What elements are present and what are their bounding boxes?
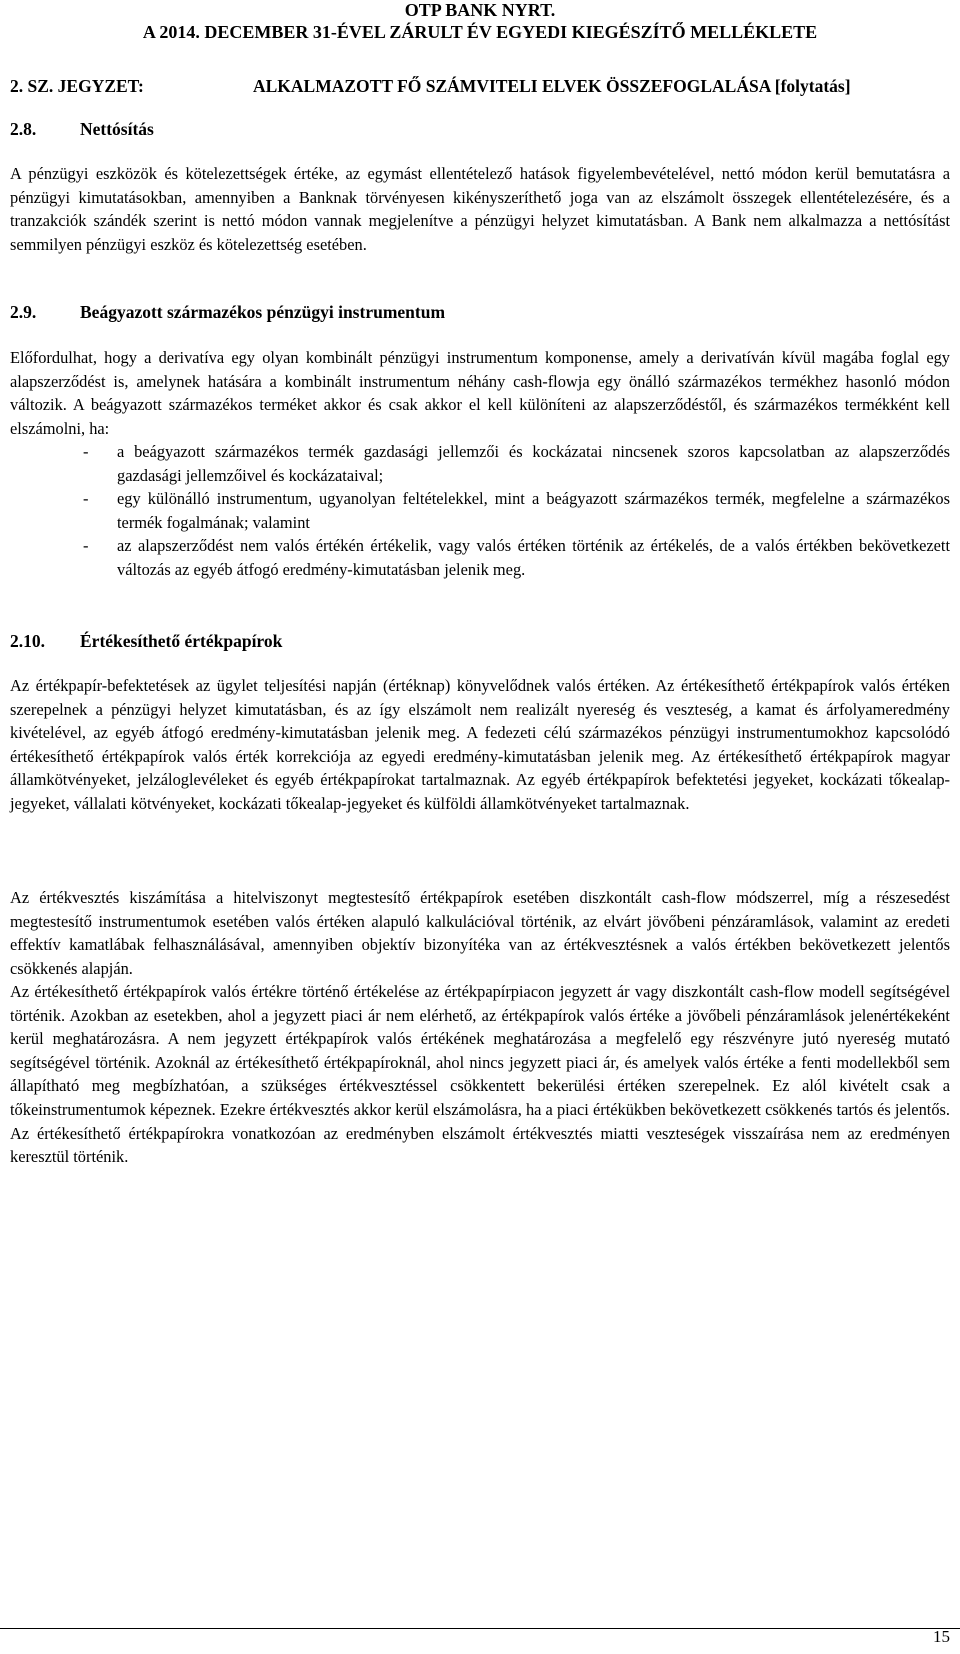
bullet-dash: -	[83, 489, 89, 509]
footer-divider	[0, 1628, 960, 1629]
section-number: 2.10.	[10, 631, 45, 651]
note-heading	[10, 74, 950, 98]
note-title: ALKALMAZOTT FŐ SZÁMVITELI ELVEK ÖSSZEFOGLALÁSA [folytatás]	[253, 76, 851, 96]
section-heading-2-9	[10, 300, 445, 324]
bullet-dash: -	[83, 536, 89, 556]
section-heading-2-8	[10, 117, 154, 141]
list-item-text: az alapszerződést nem valós értékén értékelik, vagy valós értéken történik az értékelés, de a valós értékben bekövetkezett változás az egyéb átfogó eredmény-kimutatásban jelenik meg.	[117, 536, 950, 579]
list-item	[10, 487, 950, 534]
section-title: Beágyazott származékos pénzügyi instrumentum	[80, 302, 446, 322]
list-item	[10, 534, 950, 581]
paragraph-netting: A pénzügyi eszközök és kötelezettségek értéke, az egymást ellentételező hatások figyelembevételével, nettó módon kerül bemutatásra a pénzügyi kimutatásokban, amennyiben a Banknak törvényesen kikényszeríthető joga van az elszámolt összegek ellentételezésére, és a tranzakciók szándék szerint is nettó módon vannak megjelenítve a pénzügyi helyzet kimutatásban. A Bank nem alkalmazza a nettósítást semmilyen pénzügyi eszköz és kötelezettség esetében.	[10, 164, 950, 254]
paragraph-embedded-derivatives: Előfordulhat, hogy a derivatíva egy olyan kombinált pénzügyi instrumentum komponense, amely a derivatíván kívül magába foglal egy alapszerződést is, amelynek hatására a kombinált instrumentum néhány cash-flowja egy önálló származékos termékhez hasonló módon változik. A beágyazott származékos terméket akkor és csak akkor el kell különíteni az alapszerződéstől, és származékos termékként kell elszámolni, ha:	[10, 348, 950, 438]
paragraph-afs-securities: Az értékpapír-befektetések az ügylet teljesítési napján (értéknap) könyvelődnek valós értéken. Az értékesíthető értékpapírok valós értéken szerepelnek a pénzügyi helyzet kimutatásban, és az így elszámolt nem realizált nyereség és veszteség, a kamat és árfolyameredmény kivételével, az egyéb átfogó eredmény-kimutatásban jelenik meg. A fedezeti célú származékos pénzügyi instrumentumokhoz kapcsolódó értékesíthető értékpapírok valós érték korrekciója az egyedi eredmény-kimutatásban jelenik meg. Az értékesíthető értékpapírok magyar államkötvényeket, jelzáloglevéleket és egyéb értékpapírokat tartalmaznak. Az egyéb értékpapírok befektetési jegyeket, kockázati tőkealap-jegyeket, vállalati kötvényeket, kockázati tőkealap-jegyeket és külföldi államkötvényeket tartalmaznak.	[10, 676, 950, 813]
paragraph-impairment: Az értékvesztés kiszámítása a hitelviszonyt megtestesítő értékpapírok esetében diszkontált cash-flow módszerrel, míg a részesedést megtestesítő instrumentumok esetében valós értéken alapuló kalkulációval történik, az elvárt jövőbeni pénzáramlások, valamint az eredeti effektív kamatlábak felhasználásával, amennyiben objektív bizonyítéka van az értékvesztésnek a valós értékben bekövetkezett jelentős csökkenés alapján.	[10, 888, 950, 978]
header-company-name: OTP BANK NYRT.	[404, 0, 556, 20]
note-number: 2. SZ. JEGYZET:	[10, 76, 144, 96]
list-item-text: egy különálló instrumentum, ugyanolyan feltételekkel, mint a beágyazott származékos termék, megfelelne a származékos termék fogalmának; valamint	[117, 489, 950, 532]
section-number: 2.8.	[10, 119, 37, 139]
paragraph-valuation: Az értékesíthető értékpapírok valós értékre történő értékelése az értékpapírpiacon jegyzett ár vagy diszkontált cash-flow modell segítségével történik. Azokban az esetekben, ahol a jegyzett piaci ár nem elérhető, az értékpapírok valós értéke a jövőbeli pénzáramlások jelenértékeként kerül meghatározásra. A nem jegyzett értékpapírok valós értékének meghatározása a megfelelő egy részvényre jutó nyereség mutató segítségével történik. Azoknál az értékesíthető értékpapíroknál, ahol nincs jegyzett piaci ár, és amelyek valós értéke a fenti modellekből sem állapítható meg megbízhatóan, a szükséges értékvesztéssel csökkentett bekerülési értéken szerepelnek. Ez alól kivételt csak a tőkeinstrumentumok képeznek. Ezekre értékvesztés akkor kerül elszámolásra, ha a piaci értékükben bekövetkezett csökkenés tartós és jelentős. Az értékesíthető értékpapírokra vonatkozóan az eredményben elszámolt értékvesztés miatti veszteségek visszaírása nem az eredményen keresztül történik.	[10, 982, 950, 1167]
list-item	[10, 440, 950, 487]
bullet-dash: -	[83, 442, 89, 461]
header-document-title: A 2014. DECEMBER 31-ÉVEL ZÁRULT ÉV EGYEDI KIEGÉSZÍTŐ MELLÉKLETE	[142, 22, 818, 42]
section-title: Értékesíthető értékpapírok	[80, 631, 283, 651]
page-number: 15	[933, 1627, 950, 1646]
condition-list	[10, 440, 950, 582]
section-heading-2-10	[10, 629, 282, 653]
section-title: Nettósítás	[80, 119, 154, 139]
section-number: 2.9.	[10, 302, 37, 322]
list-item-text: a beágyazott származékos termék gazdasági jellemzői és kockázatai nincsenek szoros kapcsolatban az alapszerződés gazdasági jellemzőivel és kockázataival;	[117, 442, 950, 485]
